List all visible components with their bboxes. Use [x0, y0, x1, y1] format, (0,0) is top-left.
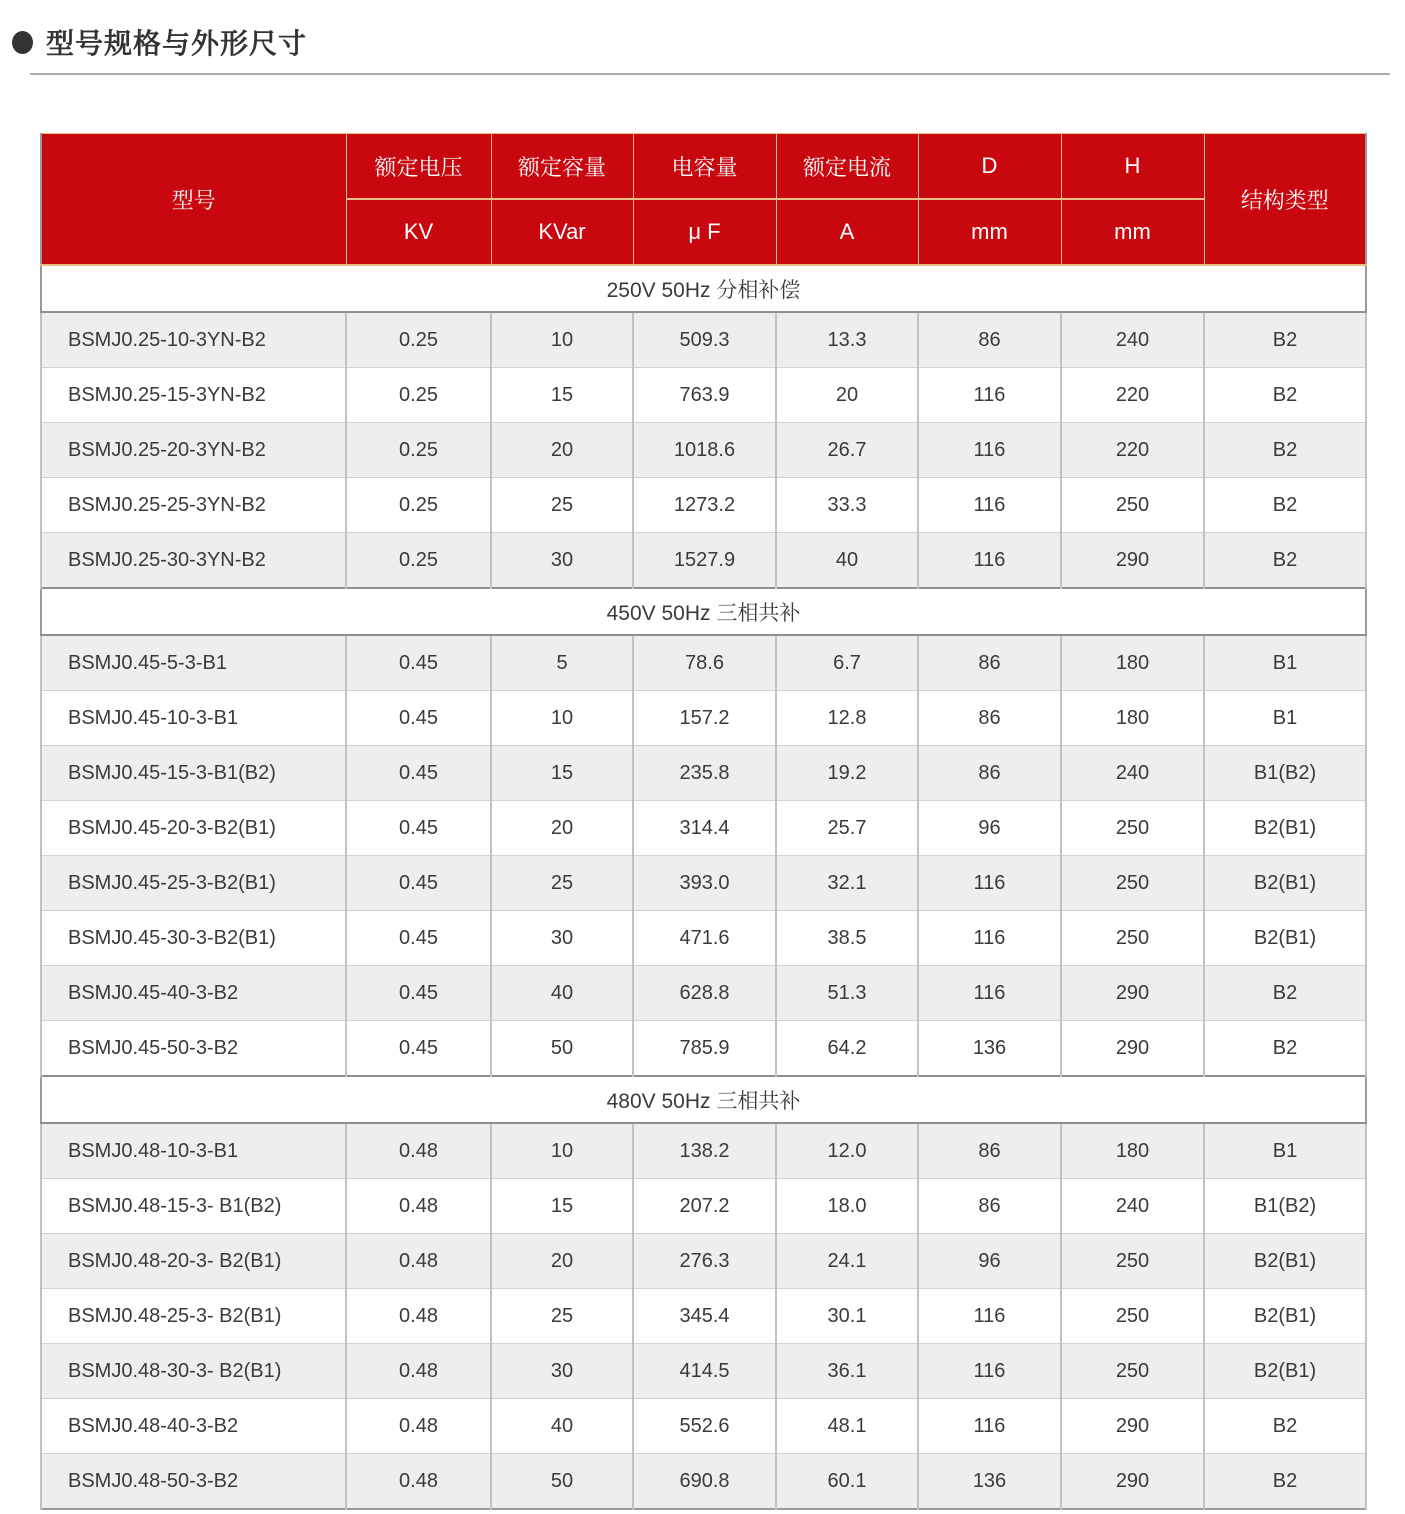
value-cell: 0.25	[346, 312, 491, 368]
model-cell: BSMJ0.48-30-3- B2(B1)	[41, 1344, 346, 1399]
value-cell: 250	[1061, 911, 1204, 966]
value-cell: 290	[1061, 1454, 1204, 1510]
table-row	[41, 423, 1366, 478]
section-header: 450V 50Hz 三相共补	[41, 588, 1366, 635]
value-cell: 40	[776, 533, 918, 589]
unit-h-mm: mm	[1061, 199, 1204, 265]
value-cell: 276.3	[633, 1234, 776, 1289]
value-cell: 10	[491, 312, 633, 368]
value-cell: 12.8	[776, 691, 918, 746]
value-cell: 30	[491, 533, 633, 589]
table-row	[41, 1454, 1366, 1510]
value-cell: 240	[1061, 312, 1204, 368]
value-cell: 40	[491, 1399, 633, 1454]
value-cell: 25	[491, 1289, 633, 1344]
spec-table	[40, 133, 1367, 1510]
value-cell: 0.45	[346, 801, 491, 856]
value-cell: 0.25	[346, 478, 491, 533]
table-row	[41, 368, 1366, 423]
value-cell: 0.48	[346, 1123, 491, 1179]
value-cell: 0.45	[346, 966, 491, 1021]
value-cell: 345.4	[633, 1289, 776, 1344]
value-cell: 690.8	[633, 1454, 776, 1510]
value-cell: 250	[1061, 856, 1204, 911]
title-divider	[30, 73, 1390, 75]
table-row	[41, 1344, 1366, 1399]
value-cell: 20	[491, 423, 633, 478]
value-cell: 0.45	[346, 635, 491, 691]
model-cell: BSMJ0.45-30-3-B2(B1)	[41, 911, 346, 966]
value-cell: 30	[491, 1344, 633, 1399]
table-row	[41, 533, 1366, 589]
value-cell: 180	[1061, 1123, 1204, 1179]
value-cell: 48.1	[776, 1399, 918, 1454]
value-cell: 18.0	[776, 1179, 918, 1234]
value-cell: B2	[1204, 478, 1366, 533]
value-cell: B1(B2)	[1204, 746, 1366, 801]
value-cell: 290	[1061, 1399, 1204, 1454]
model-cell: BSMJ0.45-20-3-B2(B1)	[41, 801, 346, 856]
model-cell: BSMJ0.48-15-3- B1(B2)	[41, 1179, 346, 1234]
value-cell: 33.3	[776, 478, 918, 533]
value-cell: 0.25	[346, 423, 491, 478]
col-header-h: H	[1061, 134, 1204, 200]
table-row	[41, 635, 1366, 691]
value-cell: 136	[918, 1454, 1061, 1510]
value-cell: 6.7	[776, 635, 918, 691]
value-cell: B2(B1)	[1204, 1234, 1366, 1289]
col-header-structure-type: 结构类型	[1204, 134, 1366, 266]
value-cell: 86	[918, 1123, 1061, 1179]
col-header-rated-current: 额定电流	[776, 134, 918, 200]
value-cell: 25	[491, 478, 633, 533]
value-cell: 220	[1061, 368, 1204, 423]
col-header-capacitance: 电容量	[633, 134, 776, 200]
unit-kv: KV	[346, 199, 491, 265]
col-header-d: D	[918, 134, 1061, 200]
table-row	[41, 1123, 1366, 1179]
value-cell: B1(B2)	[1204, 1179, 1366, 1234]
value-cell: 50	[491, 1021, 633, 1077]
table-row	[41, 1289, 1366, 1344]
value-cell: 785.9	[633, 1021, 776, 1077]
value-cell: 86	[918, 746, 1061, 801]
value-cell: 552.6	[633, 1399, 776, 1454]
section-header-row	[41, 1076, 1366, 1123]
value-cell: 116	[918, 368, 1061, 423]
value-cell: B2	[1204, 368, 1366, 423]
value-cell: 26.7	[776, 423, 918, 478]
value-cell: 250	[1061, 801, 1204, 856]
value-cell: B2	[1204, 423, 1366, 478]
value-cell: 20	[491, 1234, 633, 1289]
value-cell: 32.1	[776, 856, 918, 911]
model-cell: BSMJ0.48-50-3-B2	[41, 1454, 346, 1510]
model-cell: BSMJ0.48-10-3-B1	[41, 1123, 346, 1179]
value-cell: 86	[918, 635, 1061, 691]
header-row-labels	[41, 134, 1366, 200]
value-cell: 1527.9	[633, 533, 776, 589]
value-cell: 180	[1061, 635, 1204, 691]
table-row	[41, 1399, 1366, 1454]
value-cell: 0.48	[346, 1289, 491, 1344]
value-cell: 116	[918, 1289, 1061, 1344]
value-cell: 290	[1061, 966, 1204, 1021]
value-cell: 250	[1061, 1289, 1204, 1344]
value-cell: 0.48	[346, 1179, 491, 1234]
value-cell: 86	[918, 1179, 1061, 1234]
table-row	[41, 478, 1366, 533]
value-cell: 20	[491, 801, 633, 856]
value-cell: 180	[1061, 691, 1204, 746]
value-cell: 290	[1061, 533, 1204, 589]
col-header-rated-voltage: 额定电压	[346, 134, 491, 200]
value-cell: 116	[918, 533, 1061, 589]
value-cell: 138.2	[633, 1123, 776, 1179]
model-cell: BSMJ0.45-40-3-B2	[41, 966, 346, 1021]
model-cell: BSMJ0.45-5-3-B1	[41, 635, 346, 691]
value-cell: B2	[1204, 1021, 1366, 1077]
value-cell: 0.48	[346, 1344, 491, 1399]
value-cell: 0.45	[346, 1021, 491, 1077]
table-row	[41, 691, 1366, 746]
value-cell: B2	[1204, 533, 1366, 589]
value-cell: 235.8	[633, 746, 776, 801]
value-cell: 250	[1061, 478, 1204, 533]
model-cell: BSMJ0.48-40-3-B2	[41, 1399, 346, 1454]
value-cell: 0.45	[346, 691, 491, 746]
model-cell: BSMJ0.25-30-3YN-B2	[41, 533, 346, 589]
value-cell: 15	[491, 746, 633, 801]
value-cell: 25.7	[776, 801, 918, 856]
value-cell: 763.9	[633, 368, 776, 423]
value-cell: 1018.6	[633, 423, 776, 478]
value-cell: B2(B1)	[1204, 801, 1366, 856]
value-cell: 78.6	[633, 635, 776, 691]
value-cell: 12.0	[776, 1123, 918, 1179]
value-cell: B2(B1)	[1204, 1344, 1366, 1399]
model-cell: BSMJ0.25-15-3YN-B2	[41, 368, 346, 423]
table-row	[41, 312, 1366, 368]
value-cell: 25	[491, 856, 633, 911]
value-cell: 116	[918, 423, 1061, 478]
value-cell: B2	[1204, 966, 1366, 1021]
value-cell: 96	[918, 801, 1061, 856]
table-row	[41, 911, 1366, 966]
unit-kvar: KVar	[491, 199, 633, 265]
value-cell: 207.2	[633, 1179, 776, 1234]
value-cell: 50	[491, 1454, 633, 1510]
value-cell: B2(B1)	[1204, 911, 1366, 966]
value-cell: 116	[918, 856, 1061, 911]
value-cell: 0.25	[346, 368, 491, 423]
value-cell: 19.2	[776, 746, 918, 801]
table-row	[41, 746, 1366, 801]
value-cell: 40	[491, 966, 633, 1021]
value-cell: 250	[1061, 1234, 1204, 1289]
model-cell: BSMJ0.45-15-3-B1(B2)	[41, 746, 346, 801]
value-cell: 0.45	[346, 911, 491, 966]
section-header-row	[41, 588, 1366, 635]
value-cell: B2(B1)	[1204, 856, 1366, 911]
value-cell: 10	[491, 691, 633, 746]
value-cell: 15	[491, 368, 633, 423]
value-cell: 86	[918, 312, 1061, 368]
value-cell: 24.1	[776, 1234, 918, 1289]
table-row	[41, 1234, 1366, 1289]
value-cell: 51.3	[776, 966, 918, 1021]
value-cell: 628.8	[633, 966, 776, 1021]
value-cell: 220	[1061, 423, 1204, 478]
value-cell: 20	[776, 368, 918, 423]
table-row	[41, 856, 1366, 911]
unit-a: A	[776, 199, 918, 265]
table-header	[41, 134, 1366, 266]
value-cell: 30.1	[776, 1289, 918, 1344]
table-body	[41, 265, 1366, 1509]
value-cell: 10	[491, 1123, 633, 1179]
table-row	[41, 1021, 1366, 1077]
value-cell: B2(B1)	[1204, 1289, 1366, 1344]
value-cell: 116	[918, 966, 1061, 1021]
value-cell: 38.5	[776, 911, 918, 966]
value-cell: B2	[1204, 1399, 1366, 1454]
value-cell: 0.45	[346, 856, 491, 911]
value-cell: B1	[1204, 691, 1366, 746]
value-cell: B1	[1204, 635, 1366, 691]
model-cell: BSMJ0.48-20-3- B2(B1)	[41, 1234, 346, 1289]
value-cell: 471.6	[633, 911, 776, 966]
section-header-row	[41, 265, 1366, 312]
value-cell: 240	[1061, 746, 1204, 801]
section-header: 480V 50Hz 三相共补	[41, 1076, 1366, 1123]
value-cell: 509.3	[633, 312, 776, 368]
col-header-rated-capacity: 额定容量	[491, 134, 633, 200]
value-cell: 393.0	[633, 856, 776, 911]
value-cell: 314.4	[633, 801, 776, 856]
value-cell: B1	[1204, 1123, 1366, 1179]
value-cell: 0.48	[346, 1234, 491, 1289]
value-cell: B2	[1204, 312, 1366, 368]
value-cell: 116	[918, 1344, 1061, 1399]
value-cell: 86	[918, 691, 1061, 746]
value-cell: 96	[918, 1234, 1061, 1289]
value-cell: 0.45	[346, 746, 491, 801]
value-cell: 1273.2	[633, 478, 776, 533]
unit-d-mm: mm	[918, 199, 1061, 265]
value-cell: 5	[491, 635, 633, 691]
model-cell: BSMJ0.45-10-3-B1	[41, 691, 346, 746]
value-cell: 116	[918, 478, 1061, 533]
model-cell: BSMJ0.25-10-3YN-B2	[41, 312, 346, 368]
model-cell: BSMJ0.48-25-3- B2(B1)	[41, 1289, 346, 1344]
value-cell: B2	[1204, 1454, 1366, 1510]
value-cell: 0.25	[346, 533, 491, 589]
value-cell: 136	[918, 1021, 1061, 1077]
table-row	[41, 966, 1366, 1021]
table-row	[41, 801, 1366, 856]
value-cell: 250	[1061, 1344, 1204, 1399]
model-cell: BSMJ0.25-25-3YN-B2	[41, 478, 346, 533]
table-row	[41, 1179, 1366, 1234]
value-cell: 13.3	[776, 312, 918, 368]
value-cell: 30	[491, 911, 633, 966]
value-cell: 157.2	[633, 691, 776, 746]
value-cell: 116	[918, 1399, 1061, 1454]
model-cell: BSMJ0.25-20-3YN-B2	[41, 423, 346, 478]
value-cell: 15	[491, 1179, 633, 1234]
page-title: 型号规格与外形尺寸	[46, 28, 308, 59]
unit-uf: μ F	[633, 199, 776, 265]
bullet-icon	[12, 31, 33, 54]
value-cell: 0.48	[346, 1399, 491, 1454]
section-header: 250V 50Hz 分相补偿	[41, 265, 1366, 312]
value-cell: 240	[1061, 1179, 1204, 1234]
value-cell: 60.1	[776, 1454, 918, 1510]
model-cell: BSMJ0.45-50-3-B2	[41, 1021, 346, 1077]
value-cell: 290	[1061, 1021, 1204, 1077]
value-cell: 414.5	[633, 1344, 776, 1399]
value-cell: 36.1	[776, 1344, 918, 1399]
value-cell: 0.48	[346, 1454, 491, 1510]
model-cell: BSMJ0.45-25-3-B2(B1)	[41, 856, 346, 911]
value-cell: 116	[918, 911, 1061, 966]
col-header-model: 型号	[41, 134, 346, 266]
section-title-row	[0, 0, 1405, 62]
value-cell: 64.2	[776, 1021, 918, 1077]
